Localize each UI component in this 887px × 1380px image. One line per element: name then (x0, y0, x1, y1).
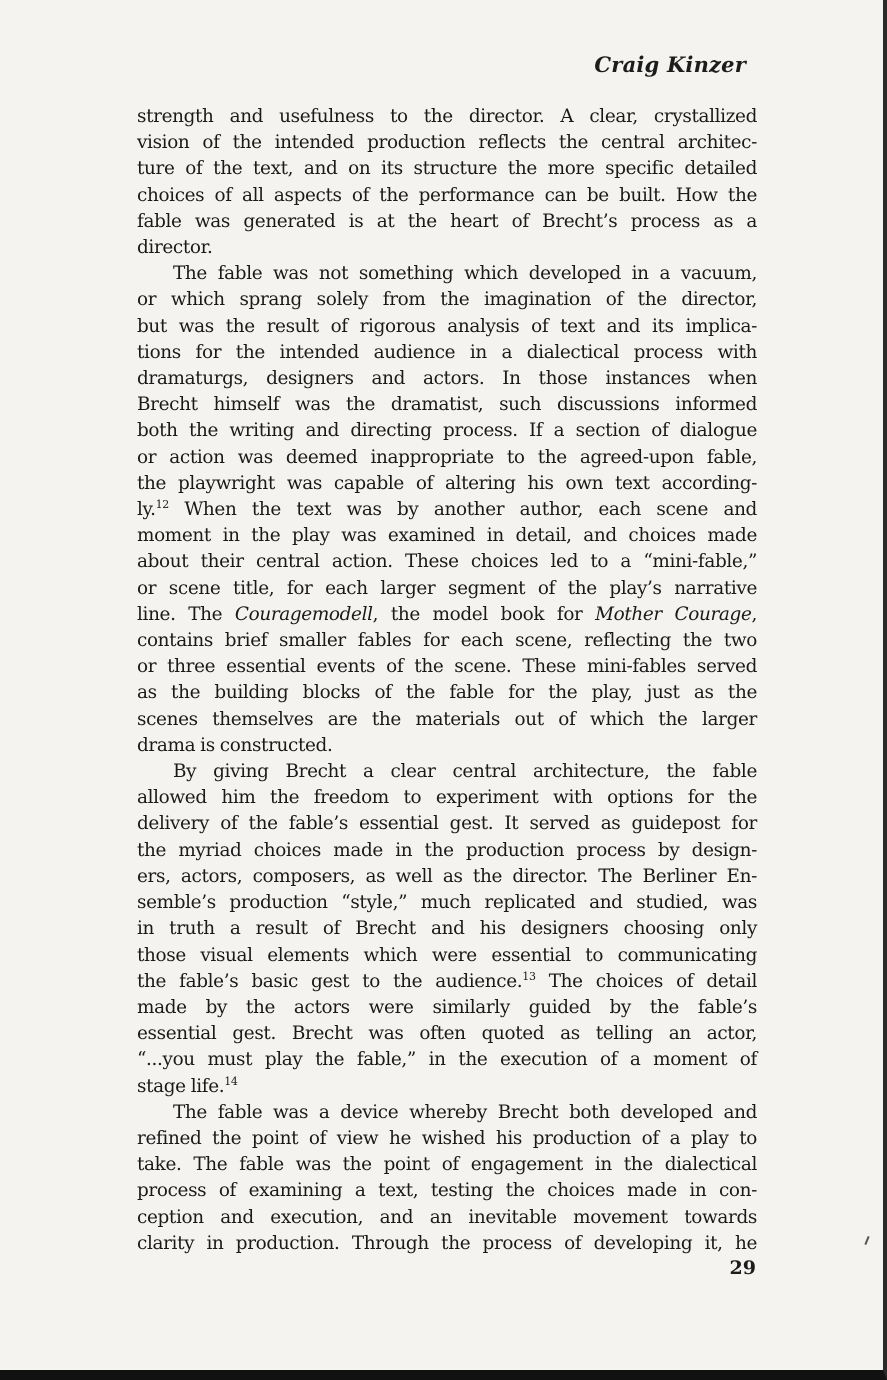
text-fragment: stage life. (137, 1075, 225, 1097)
text-line: about their central action. These choices led to a “mini-fable,” (137, 551, 757, 573)
text-line: or three essential events of the scene. These mini-fables served (137, 656, 757, 678)
margin-pencil-mark (864, 1236, 869, 1245)
text-line: those visual elements which were essential to communicating (137, 944, 757, 966)
text-line: both the writing and directing process. If a section of dialogue (137, 420, 757, 442)
text-line: The fable was not something which developed in a vacuum, (173, 263, 757, 285)
text-line: scenes themselves are the materials out of which the larger (137, 708, 757, 730)
text-line: “...you must play the fable,” in the execution of a moment of (137, 1049, 757, 1071)
text-line: The fable was a device whereby Brecht both developed and (173, 1101, 757, 1123)
text-line: Brecht himself was the dramatist, such discussions informed (137, 394, 757, 416)
text-line: tions for the intended audience in a dialectical process with (137, 341, 757, 363)
footnote-ref: 13 (522, 969, 536, 983)
text-fragment: , the model book for (372, 603, 596, 625)
paragraph-2 (137, 261, 757, 759)
text-line: or action was deemed inappropriate to the agreed-upon fable, (137, 446, 757, 468)
text-line: delivery of the fable’s essential gest. It served as guidepost for (137, 813, 757, 835)
footnote-ref: 14 (224, 1074, 238, 1088)
book-title: Couragemodell (234, 603, 373, 625)
text-line: refined the point of view he wished his production of a play to (137, 1127, 757, 1149)
text-line: the playwright was capable of altering his own text according- (137, 472, 757, 494)
text-line: choices of all aspects of the performance can be built. How the (137, 184, 757, 206)
text-line: director. (137, 237, 213, 259)
text-line: contains brief smaller fables for each scene, reflecting the two (137, 630, 757, 652)
text-line: By giving Brecht a clear central architecture, the fable (173, 761, 757, 783)
text-line: semble’s production “style,” much replicated and studied, was (137, 892, 757, 914)
paragraph-4 (137, 1100, 757, 1257)
footnote-ref: 12 (155, 498, 169, 512)
text-line: or scene title, for each larger segment of the play’s narrative (137, 577, 757, 599)
body-text (137, 104, 757, 1257)
text-line: made by the actors were similarly guided by the fable’s (137, 996, 757, 1018)
text-line (137, 969, 757, 995)
text-line: process of examining a text, testing the choices made in con- (137, 1180, 757, 1202)
text-fragment: , (751, 603, 757, 625)
text-fragment: the fable’s basic gest to the audience. (137, 970, 523, 992)
page-number: 29 (729, 1257, 756, 1279)
text-line (137, 602, 757, 628)
text-line: dramaturgs, designers and actors. In those instances when (137, 368, 757, 390)
text-fragment: ly. (137, 499, 156, 521)
text-line: moment in the play was examined in detail, and choices made (137, 525, 757, 547)
text-line: in truth a result of Brecht and his designers choosing only (137, 918, 757, 940)
running-head: Craig Kinzer (594, 52, 746, 77)
text-line: allowed him the freedom to experiment with options for the (137, 787, 757, 809)
text-fragment: line. The (137, 603, 235, 625)
text-line: but was the result of rigorous analysis of text and its implica- (137, 315, 757, 337)
text-line: as the building blocks of the fable for the play, just as the (137, 682, 757, 704)
text-line: vision of the intended production reflects the central architec- (137, 132, 757, 154)
text-fragment: When the text was by another author, each scene and (184, 499, 757, 521)
text-line: ers, actors, composers, as well as the director. The Berliner En- (137, 865, 757, 887)
play-title: Mother Courage (595, 603, 752, 625)
text-fragment: The choices of detail (548, 970, 758, 992)
text-line: take. The fable was the point of engagement in the dialectical (137, 1154, 757, 1176)
text-line: ception and execution, and an inevitable movement towards (137, 1206, 757, 1228)
text-line: essential gest. Brecht was often quoted as telling an actor, (137, 1023, 757, 1045)
text-line: or which sprang solely from the imagination of the director, (137, 289, 757, 311)
text-line: the myriad choices made in the production process by design- (137, 839, 757, 861)
paragraph-3 (137, 759, 757, 1100)
text-line: drama is constructed. (137, 734, 333, 756)
text-line (137, 497, 757, 523)
paragraph-1 (137, 104, 757, 261)
text-line (137, 1074, 757, 1100)
text-line: fable was generated is at the heart of Brecht’s process as a (137, 210, 757, 232)
text-line: clarity in production. Through the process of developing it, he (137, 1232, 757, 1254)
text-line: ture of the text, and on its structure the more specific detailed (137, 158, 757, 180)
text-line: strength and usefulness to the director. A clear, crystallized (137, 106, 757, 127)
